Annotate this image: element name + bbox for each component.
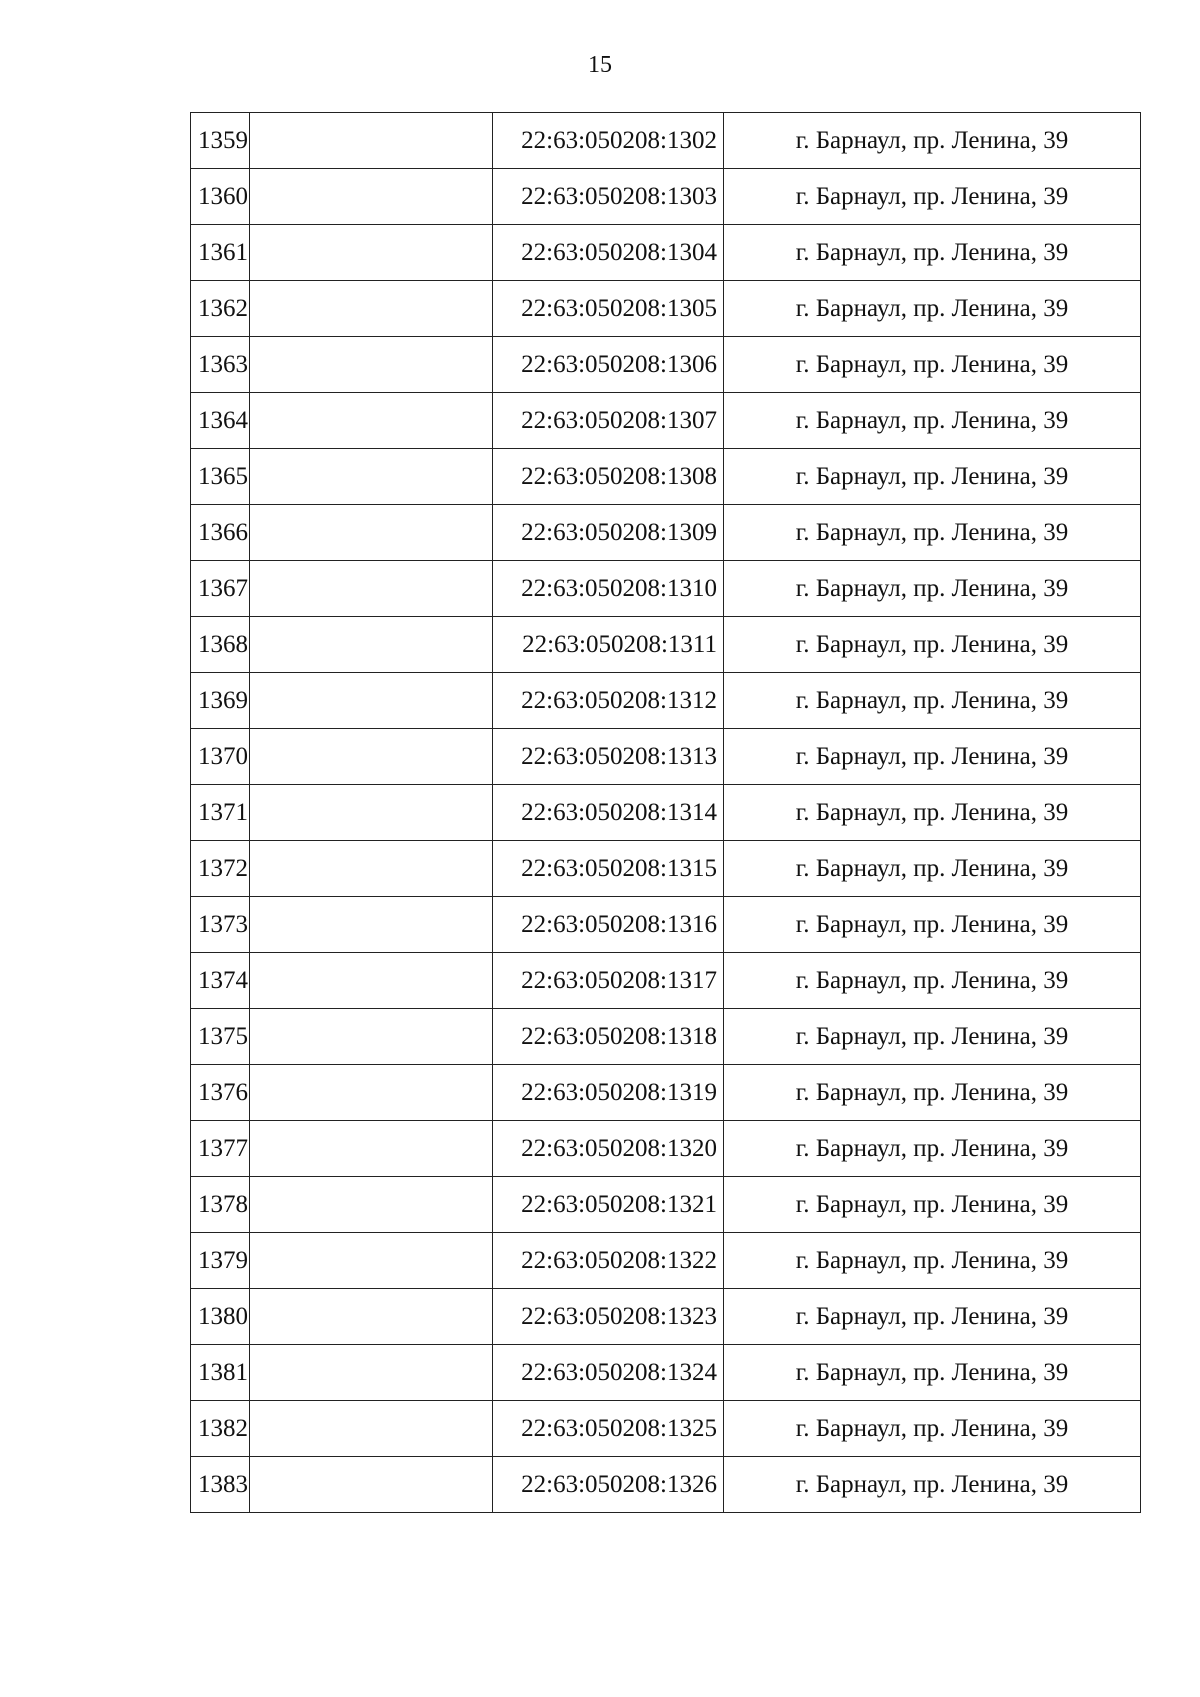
empty-cell [250,1233,493,1289]
empty-cell [250,617,493,673]
table-row [191,785,1141,841]
row-number-cell: 1361 [191,225,250,281]
row-number-cell: 1383 [191,1457,250,1513]
address-cell: г. Барнаул, пр. Ленина, 39 [724,785,1141,841]
cadastral-number-cell: 22:63:050208:1311 [493,617,724,673]
empty-cell [250,1009,493,1065]
table-row [191,1401,1141,1457]
row-number-cell: 1379 [191,1233,250,1289]
cadastral-number-cell: 22:63:050208:1302 [493,113,724,169]
empty-cell [250,785,493,841]
row-number-cell: 1367 [191,561,250,617]
address-cell: г. Барнаул, пр. Ленина, 39 [724,393,1141,449]
row-number-cell: 1362 [191,281,250,337]
row-number-cell: 1378 [191,1177,250,1233]
table-row [191,449,1141,505]
row-number-cell: 1372 [191,841,250,897]
table-row [191,225,1141,281]
row-number-cell: 1370 [191,729,250,785]
table-row [191,1121,1141,1177]
empty-cell [250,449,493,505]
empty-cell [250,953,493,1009]
cadastral-number-cell: 22:63:050208:1307 [493,393,724,449]
address-cell: г. Барнаул, пр. Ленина, 39 [724,729,1141,785]
row-number-cell: 1369 [191,673,250,729]
empty-cell [250,1457,493,1513]
cadastral-number-cell: 22:63:050208:1310 [493,561,724,617]
empty-cell [250,561,493,617]
cadastral-number-cell: 22:63:050208:1318 [493,1009,724,1065]
row-number-cell: 1374 [191,953,250,1009]
row-number-cell: 1360 [191,169,250,225]
cadastral-number-cell: 22:63:050208:1303 [493,169,724,225]
row-number-cell: 1377 [191,1121,250,1177]
empty-cell [250,673,493,729]
cadastral-number-cell: 22:63:050208:1315 [493,841,724,897]
cadastral-number-cell: 22:63:050208:1306 [493,337,724,393]
address-cell: г. Барнаул, пр. Ленина, 39 [724,1177,1141,1233]
empty-cell [250,1345,493,1401]
empty-cell [250,113,493,169]
empty-cell [250,841,493,897]
table-row [191,169,1141,225]
cadastral-number-cell: 22:63:050208:1320 [493,1121,724,1177]
empty-cell [250,1065,493,1121]
row-number-cell: 1359 [191,113,250,169]
row-number-cell: 1365 [191,449,250,505]
cadastral-number-cell: 22:63:050208:1316 [493,897,724,953]
address-cell: г. Барнаул, пр. Ленина, 39 [724,1065,1141,1121]
empty-cell [250,393,493,449]
address-cell: г. Барнаул, пр. Ленина, 39 [724,1289,1141,1345]
table-row [191,1009,1141,1065]
cadastral-number-cell: 22:63:050208:1309 [493,505,724,561]
row-number-cell: 1380 [191,1289,250,1345]
empty-cell [250,281,493,337]
table-row [191,337,1141,393]
address-cell: г. Барнаул, пр. Ленина, 39 [724,673,1141,729]
address-cell: г. Барнаул, пр. Ленина, 39 [724,505,1141,561]
cadastral-number-cell: 22:63:050208:1324 [493,1345,724,1401]
row-number-cell: 1375 [191,1009,250,1065]
row-number-cell: 1381 [191,1345,250,1401]
row-number-cell: 1363 [191,337,250,393]
cadastral-number-cell: 22:63:050208:1312 [493,673,724,729]
address-cell: г. Барнаул, пр. Ленина, 39 [724,897,1141,953]
empty-cell [250,225,493,281]
empty-cell [250,897,493,953]
table-row [191,1065,1141,1121]
address-cell: г. Барнаул, пр. Ленина, 39 [724,561,1141,617]
table-row [191,1233,1141,1289]
row-number-cell: 1373 [191,897,250,953]
address-cell: г. Барнаул, пр. Ленина, 39 [724,337,1141,393]
empty-cell [250,1289,493,1345]
address-cell: г. Барнаул, пр. Ленина, 39 [724,1009,1141,1065]
empty-cell [250,169,493,225]
table-row [191,673,1141,729]
empty-cell [250,1121,493,1177]
empty-cell [250,337,493,393]
table-row [191,281,1141,337]
row-number-cell: 1368 [191,617,250,673]
table-row [191,505,1141,561]
table-row [191,841,1141,897]
registry-table [190,112,1141,1513]
address-cell: г. Барнаул, пр. Ленина, 39 [724,617,1141,673]
cadastral-number-cell: 22:63:050208:1313 [493,729,724,785]
row-number-cell: 1371 [191,785,250,841]
table-row [191,953,1141,1009]
row-number-cell: 1376 [191,1065,250,1121]
address-cell: г. Барнаул, пр. Ленина, 39 [724,1233,1141,1289]
cadastral-number-cell: 22:63:050208:1325 [493,1401,724,1457]
table-row [191,393,1141,449]
row-number-cell: 1364 [191,393,250,449]
table-row [191,729,1141,785]
empty-cell [250,729,493,785]
cadastral-number-cell: 22:63:050208:1314 [493,785,724,841]
address-cell: г. Барнаул, пр. Ленина, 39 [724,169,1141,225]
row-number-cell: 1366 [191,505,250,561]
address-cell: г. Барнаул, пр. Ленина, 39 [724,281,1141,337]
cadastral-number-cell: 22:63:050208:1319 [493,1065,724,1121]
table-row [191,1289,1141,1345]
cadastral-number-cell: 22:63:050208:1326 [493,1457,724,1513]
address-cell: г. Барнаул, пр. Ленина, 39 [724,953,1141,1009]
address-cell: г. Барнаул, пр. Ленина, 39 [724,1345,1141,1401]
address-cell: г. Барнаул, пр. Ленина, 39 [724,841,1141,897]
cadastral-number-cell: 22:63:050208:1322 [493,1233,724,1289]
table-row [191,561,1141,617]
table-row [191,1177,1141,1233]
address-cell: г. Барнаул, пр. Ленина, 39 [724,225,1141,281]
table-row [191,1345,1141,1401]
empty-cell [250,505,493,561]
row-number-cell: 1382 [191,1401,250,1457]
cadastral-number-cell: 22:63:050208:1323 [493,1289,724,1345]
cadastral-number-cell: 22:63:050208:1305 [493,281,724,337]
empty-cell [250,1401,493,1457]
address-cell: г. Барнаул, пр. Ленина, 39 [724,1401,1141,1457]
cadastral-number-cell: 22:63:050208:1304 [493,225,724,281]
address-cell: г. Барнаул, пр. Ленина, 39 [724,113,1141,169]
table-row [191,897,1141,953]
registry-table-body [191,113,1141,1513]
table-row [191,1457,1141,1513]
cadastral-number-cell: 22:63:050208:1321 [493,1177,724,1233]
table-row [191,113,1141,169]
address-cell: г. Барнаул, пр. Ленина, 39 [724,1121,1141,1177]
cadastral-number-cell: 22:63:050208:1317 [493,953,724,1009]
table-row [191,617,1141,673]
cadastral-number-cell: 22:63:050208:1308 [493,449,724,505]
address-cell: г. Барнаул, пр. Ленина, 39 [724,449,1141,505]
empty-cell [250,1177,493,1233]
address-cell: г. Барнаул, пр. Ленина, 39 [724,1457,1141,1513]
page-number: 15 [588,52,612,78]
